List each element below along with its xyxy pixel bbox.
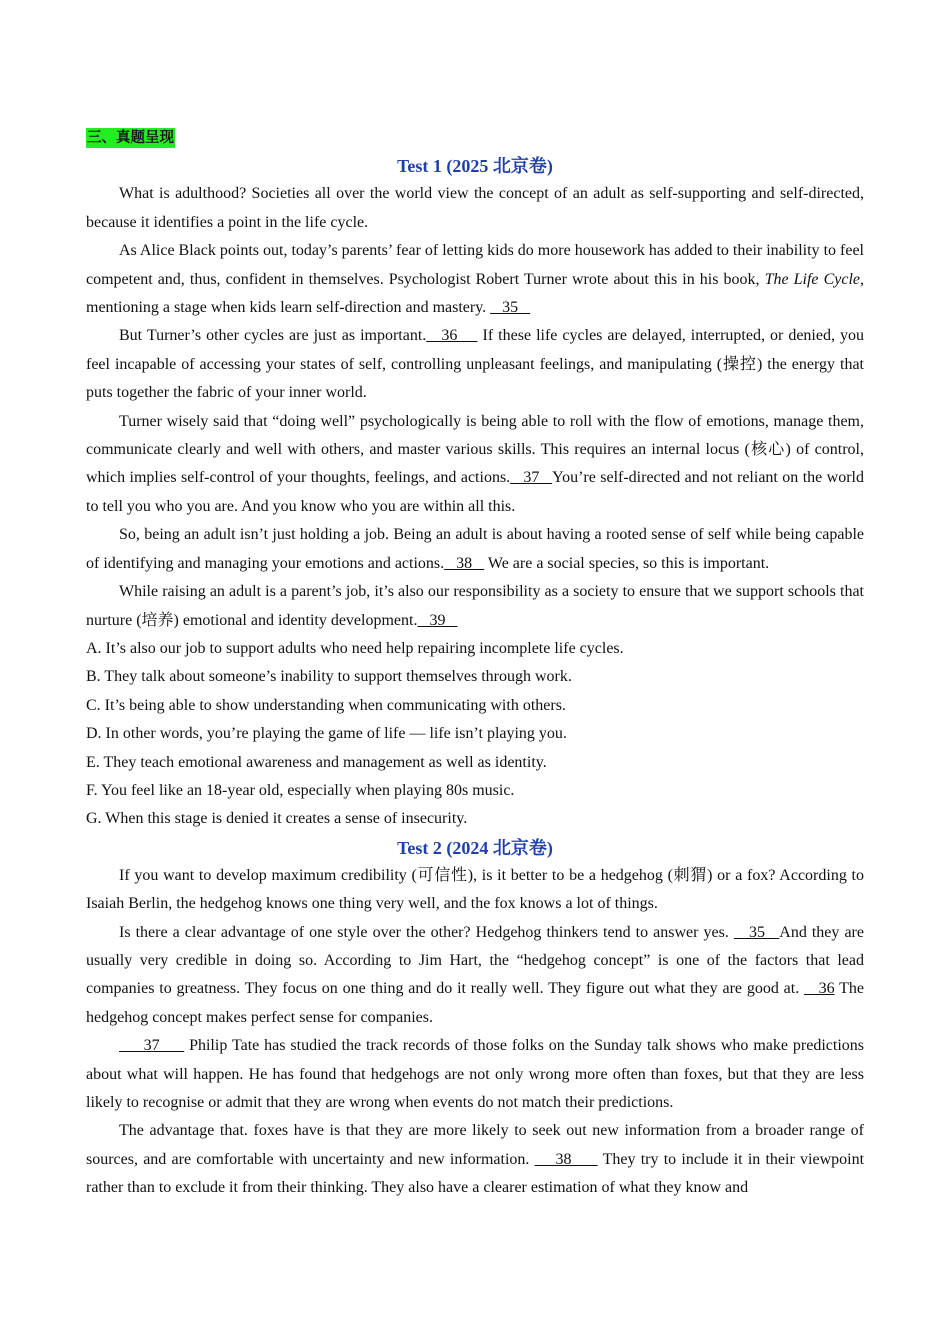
section-label: 三、真题呈现 [87,130,174,146]
blank-36: 36 [426,327,478,345]
option-g: G. When this stage is denied it creates a sense of insecurity. [86,810,468,828]
text-run: And they are usually very credible in doing so. According to Jim Hart, the “hedgehog concept” is one of the factors that lead companies to greatness. They focus on one thing and do it really well. They figure out what they are good at. [86,923,864,998]
test2-paragraph-4 [86,1117,864,1202]
blank-37: 37 [119,1037,185,1055]
test1-title: Test 1 (2025 北京卷) [397,156,553,177]
test1-paragraph-3 [86,322,864,407]
text-run: mentioning a stage when kids learn self-direction and mastery. [86,299,491,317]
blank-35: 35 [490,299,531,317]
text-run: So, being an adult isn’t just holding a job. Being an adult is about having a rooted sense of self while being capable of identifying and managing your emotions and actions. [86,526,864,572]
text-run: They try to include it in their viewpoint rather than to exclude it from their thinking. They also have a clearer estimation of what they know and [86,1150,865,1197]
option-d: D. In other words, you’re playing the game of life — life isn’t playing you. [86,725,567,743]
text-run: The advantage that. foxes have is that they are more likely to seek out new information from a broader range of sources, and are comfortable with uncertainty and new information. [86,1122,864,1168]
option-b: B. They talk about someone’s inability to support themselves through work. [86,668,572,686]
text-run: The hedgehog concept makes perfect sense for companies. [86,980,865,1026]
text-run: We are a social species, so this is important. [484,554,770,572]
text-run: As Alice Black points out, today’s parents’ fear of letting kids do more housework has added to their inability to feel competent and, thus, confident in themselves. Psychologist Robert Turner wrote about this in his book, [86,242,864,288]
document-page [86,124,864,1203]
test1-paragraph-1: What is adulthood? Societies all over the world view the concept of an adult as self-supporting and self-directed, because it identifies a point in the life cycle. [86,185,864,231]
text-run: Is there a clear advantage of one style over the other? Hedgehog thinkers tend to answer yes. [119,923,734,941]
test2-paragraph-2 [86,919,864,1033]
text-run: If these life cycles are delayed, interrupted, or denied, you feel incapable of accessing your states of self, controlling unpleasant feelings, and manipulating (操控) the energy that puts together the fabric of your inner world. [86,327,865,402]
blank-38: 38 [444,554,485,572]
test1-paragraph-2 [86,237,864,322]
test2-paragraph-1: If you want to develop maximum credibility (可信性), is it better to be a hedgehog (刺猬) or a fox? According to Isaiah Berlin, the hedgehog knows one thing very well, and the fox knows a lot of things. [86,866,864,913]
blank-37: 37 [510,469,553,487]
book-title: The Life Cycle, [764,270,865,288]
text-run: You’re self-directed and not reliant on the world to tell you who you are. And you know who you are within all this. [86,469,865,515]
test2-paragraph-3 [86,1032,864,1117]
option-e: E. They teach emotional awareness and management as well as identity. [86,753,547,771]
blank-36: 36 [804,980,835,998]
blank-35: 35 [733,923,780,941]
blank-39: 39 [417,611,458,629]
blank-38: 38 [534,1150,598,1168]
text-run: While raising an adult is a parent’s job, it’s also our responsibility as a society to ensure that we support schools that nurture (培养) emotional and identity development. [86,583,864,629]
test2-title: Test 2 (2024 北京卷) [397,837,553,858]
text-run: Turner wisely said that “doing well” psychologically is being able to roll with the flow of emotions, manage them, communicate clearly and well with others, and master various skills. This requires an internal locus (核心) of control, which implies self-control of your thoughts, feelings, and actions. [86,412,864,487]
option-a: A. It’s also our job to support adults who need help repairing incomplete life cycles. [86,639,624,657]
test1-paragraph-6 [86,578,864,635]
test1-paragraph-4 [86,408,864,522]
text-run: But Turner’s other cycles are just as important. [119,327,427,345]
option-c: C. It’s being able to show understanding when communicating with others. [86,696,566,714]
text-run: Philip Tate has studied the track records of those folks on the Sunday talk shows who make predictions about what will happen. He has found that hedgehogs are not only wrong more often than foxes, but that they are less likely to recognise or admit that they are wrong when events do not match their predictions. [86,1037,865,1111]
option-f: F. You feel like an 18-year old, especially when playing 80s music. [86,781,515,799]
test1-paragraph-5 [86,521,864,578]
